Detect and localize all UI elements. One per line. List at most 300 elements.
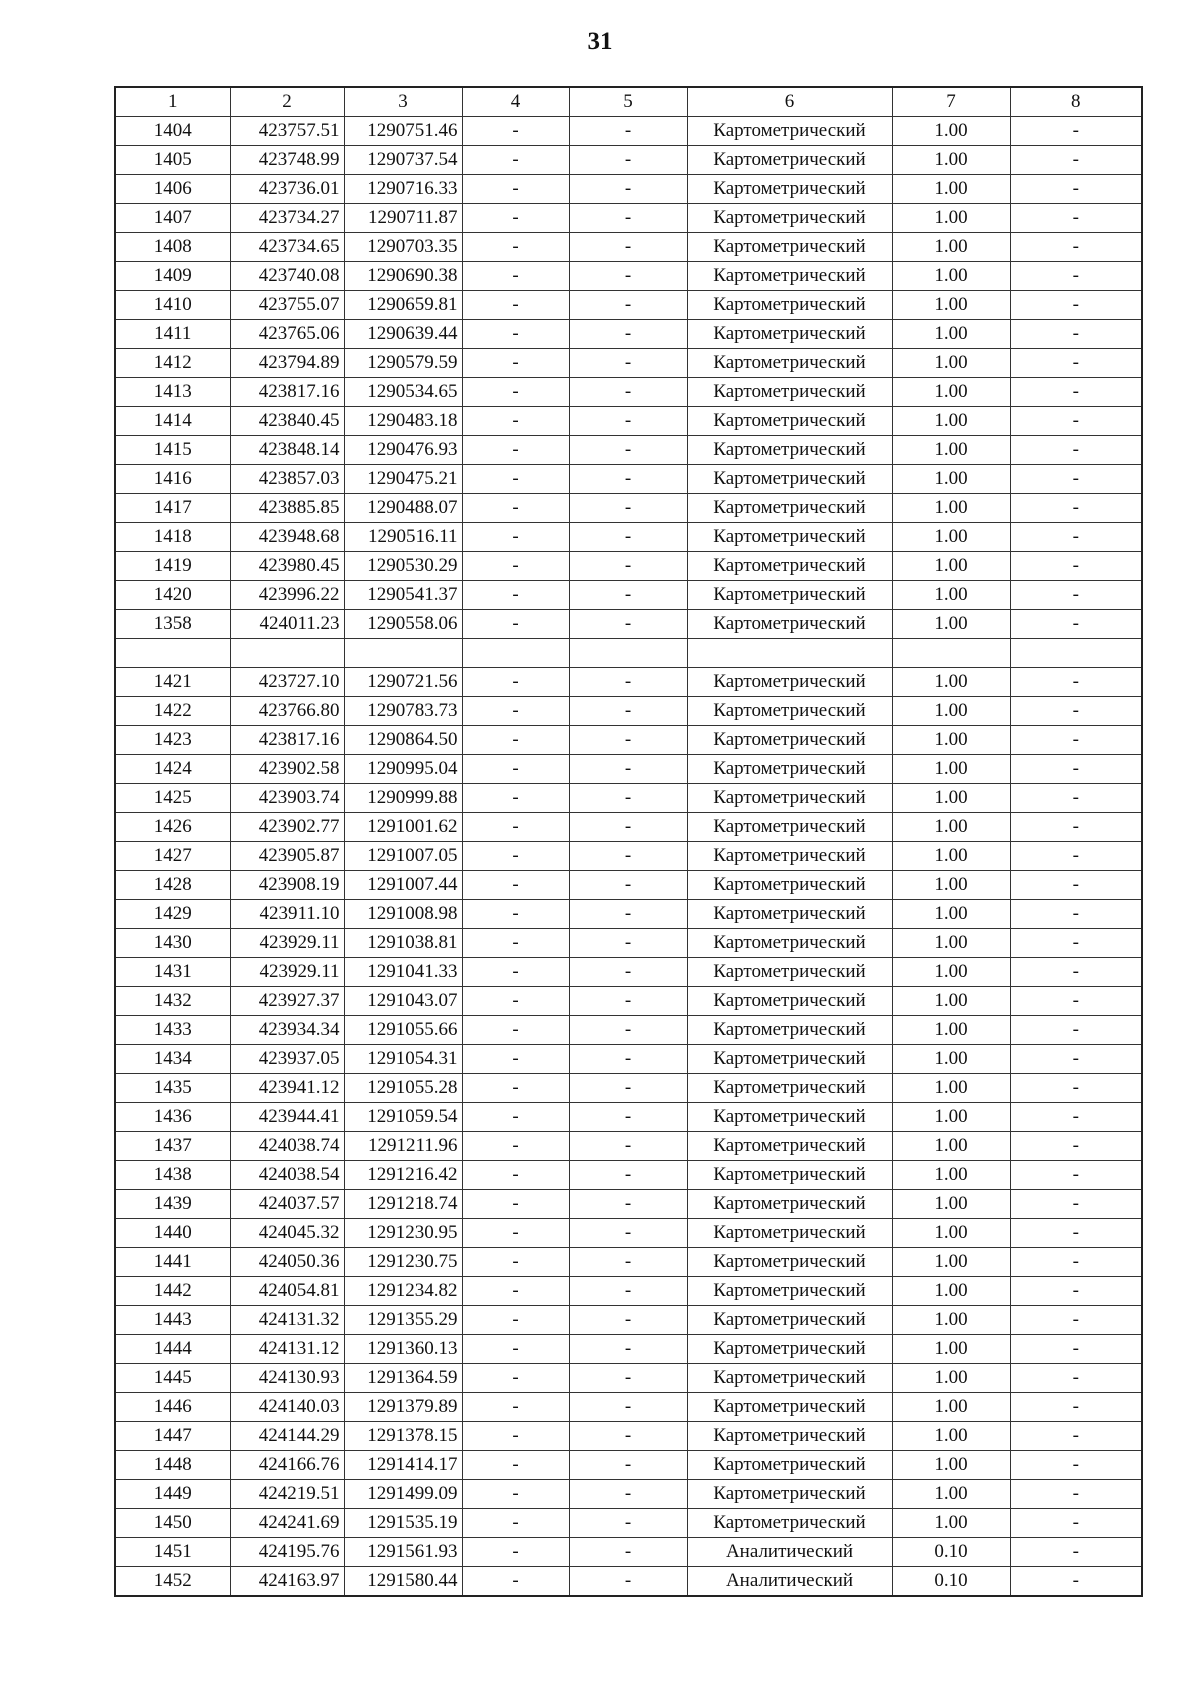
table-row	[115, 1479, 1142, 1508]
table-cell: 424195.76	[230, 1537, 344, 1566]
table-cell: 1416	[115, 465, 230, 494]
table-cell: 1407	[115, 204, 230, 233]
table-cell: 1290659.81	[344, 291, 462, 320]
table-cell: -	[1010, 1479, 1142, 1508]
table-cell: 1291230.75	[344, 1247, 462, 1276]
table-cell: Картометрический	[687, 696, 892, 725]
table-cell: 1291059.54	[344, 1102, 462, 1131]
table-cell: -	[462, 1073, 569, 1102]
table-cell: 1440	[115, 1218, 230, 1247]
table-cell: 1408	[115, 233, 230, 262]
table-cell: 424038.54	[230, 1160, 344, 1189]
table-cell	[892, 639, 1010, 668]
table-cell: Картометрический	[687, 1392, 892, 1421]
table-cell: 1291041.33	[344, 957, 462, 986]
table-cell: -	[1010, 1537, 1142, 1566]
table-cell: 1446	[115, 1392, 230, 1421]
table-cell: 1291055.66	[344, 1015, 462, 1044]
table-cell: -	[569, 1131, 687, 1160]
table-row	[115, 696, 1142, 725]
table-row	[115, 986, 1142, 1015]
table-cell: -	[569, 1247, 687, 1276]
table-cell: 1291055.28	[344, 1073, 462, 1102]
table-cell: 1.00	[892, 494, 1010, 523]
table-cell: -	[462, 494, 569, 523]
table-cell: 1.00	[892, 667, 1010, 696]
table-cell: -	[1010, 841, 1142, 870]
table-cell: Картометрический	[687, 233, 892, 262]
table-cell: -	[462, 1508, 569, 1537]
table-cell: -	[1010, 1305, 1142, 1334]
table-cell: -	[1010, 899, 1142, 928]
table-cell: -	[462, 610, 569, 639]
table-cell: -	[1010, 1218, 1142, 1247]
table-cell: 423848.14	[230, 436, 344, 465]
table-cell: 1447	[115, 1421, 230, 1450]
table-cell: 1405	[115, 146, 230, 175]
table-cell: 1431	[115, 957, 230, 986]
table-cell: -	[569, 175, 687, 204]
table-cell: 423934.34	[230, 1015, 344, 1044]
table-cell: -	[462, 1015, 569, 1044]
table-cell: 423980.45	[230, 552, 344, 581]
table-cell: -	[569, 349, 687, 378]
table-cell: 1.00	[892, 204, 1010, 233]
table-cell: Картометрический	[687, 1102, 892, 1131]
table-cell: 1290783.73	[344, 696, 462, 725]
table-cell: -	[569, 1015, 687, 1044]
table-cell: -	[462, 1421, 569, 1450]
table-body	[115, 117, 1142, 1596]
table-cell: -	[569, 1450, 687, 1479]
table-cell: Картометрический	[687, 1015, 892, 1044]
table-cell: -	[569, 812, 687, 841]
table-cell: 1.00	[892, 291, 1010, 320]
table-cell: -	[462, 1305, 569, 1334]
table-cell: 1409	[115, 262, 230, 291]
table-row	[115, 1537, 1142, 1566]
table-cell: 423817.16	[230, 378, 344, 407]
table-cell: Картометрический	[687, 841, 892, 870]
table-cell: -	[569, 1508, 687, 1537]
table-cell: -	[462, 1363, 569, 1392]
table-cell: -	[1010, 1015, 1142, 1044]
table-cell: Картометрический	[687, 581, 892, 610]
table-cell: -	[569, 146, 687, 175]
table-cell: -	[1010, 436, 1142, 465]
table-cell: -	[1010, 1450, 1142, 1479]
table-cell: 1291414.17	[344, 1450, 462, 1479]
table-cell: 1290690.38	[344, 262, 462, 291]
table-cell: -	[1010, 610, 1142, 639]
table-cell: -	[1010, 320, 1142, 349]
table-cell: 1435	[115, 1073, 230, 1102]
table-cell: -	[462, 841, 569, 870]
table-row	[115, 436, 1142, 465]
table-cell: 1290579.59	[344, 349, 462, 378]
table-cell: -	[462, 436, 569, 465]
table-cell: 1290488.07	[344, 494, 462, 523]
table-cell: -	[1010, 1334, 1142, 1363]
table-cell: 424054.81	[230, 1276, 344, 1305]
table-cell: 1.00	[892, 812, 1010, 841]
table-cell: 1291360.13	[344, 1334, 462, 1363]
table-cell: -	[462, 928, 569, 957]
table-cell	[344, 639, 462, 668]
table-cell: 423996.22	[230, 581, 344, 610]
table-cell: -	[569, 1305, 687, 1334]
table-cell: 1.00	[892, 1334, 1010, 1363]
table-cell: -	[462, 378, 569, 407]
table-cell: 1.00	[892, 1015, 1010, 1044]
table-cell: 1.00	[892, 436, 1010, 465]
table-cell: 1290558.06	[344, 610, 462, 639]
table-cell: -	[1010, 1073, 1142, 1102]
table-cell: -	[1010, 378, 1142, 407]
table-cell: -	[1010, 1131, 1142, 1160]
table-cell: 1404	[115, 117, 230, 146]
table-cell: 1450	[115, 1508, 230, 1537]
table-cell: Картометрический	[687, 1276, 892, 1305]
table-cell: -	[1010, 986, 1142, 1015]
table-cell: -	[1010, 552, 1142, 581]
table-cell: 1419	[115, 552, 230, 581]
table-cell: 423755.07	[230, 291, 344, 320]
table-cell: -	[1010, 957, 1142, 986]
table-cell: Картометрический	[687, 523, 892, 552]
table-cell: 1.00	[892, 523, 1010, 552]
table-cell: -	[569, 320, 687, 349]
table-cell: -	[462, 1044, 569, 1073]
table-cell: 1.00	[892, 1421, 1010, 1450]
table-cell: -	[569, 1537, 687, 1566]
table-cell: Картометрический	[687, 146, 892, 175]
table-cell: Картометрический	[687, 1073, 892, 1102]
table-row	[115, 870, 1142, 899]
table-row	[115, 754, 1142, 783]
table-cell: 423857.03	[230, 465, 344, 494]
table-cell: -	[1010, 465, 1142, 494]
table-cell: 1420	[115, 581, 230, 610]
table-cell: 423948.68	[230, 523, 344, 552]
table-cell: Картометрический	[687, 204, 892, 233]
table-cell: 1290737.54	[344, 146, 462, 175]
table-cell: 424131.32	[230, 1305, 344, 1334]
table-cell: 1433	[115, 1015, 230, 1044]
table-cell: -	[569, 610, 687, 639]
table-cell: 424131.12	[230, 1334, 344, 1363]
table-cell: -	[1010, 754, 1142, 783]
table-cell: Картометрический	[687, 407, 892, 436]
table-cell: -	[1010, 812, 1142, 841]
table-cell: 1434	[115, 1044, 230, 1073]
table-cell: 1290639.44	[344, 320, 462, 349]
table-cell: 1290541.37	[344, 581, 462, 610]
table-cell: -	[462, 754, 569, 783]
table-cell: -	[569, 870, 687, 899]
table-row	[115, 1450, 1142, 1479]
table-cell: 1290530.29	[344, 552, 462, 581]
table-row	[115, 1334, 1142, 1363]
table-cell: 1.00	[892, 1508, 1010, 1537]
table-cell: -	[1010, 291, 1142, 320]
table-cell: -	[1010, 233, 1142, 262]
table-cell: -	[1010, 1421, 1142, 1450]
table-cell: 1428	[115, 870, 230, 899]
table-header-row	[115, 87, 1142, 117]
table-cell: -	[1010, 1189, 1142, 1218]
table-cell: -	[1010, 204, 1142, 233]
table-cell: 1413	[115, 378, 230, 407]
table-cell: 1421	[115, 667, 230, 696]
table-cell: Картометрический	[687, 812, 892, 841]
table-cell: -	[569, 725, 687, 754]
table-cell: 1.00	[892, 1479, 1010, 1508]
table-cell: Картометрический	[687, 1450, 892, 1479]
table-cell: -	[569, 1334, 687, 1363]
column-header: 8	[1010, 87, 1142, 117]
table-row	[115, 1276, 1142, 1305]
table-cell: 1449	[115, 1479, 230, 1508]
table-cell: -	[1010, 696, 1142, 725]
table-cell: Картометрический	[687, 928, 892, 957]
table-cell: -	[462, 233, 569, 262]
table-cell: -	[1010, 581, 1142, 610]
table-cell: Картометрический	[687, 725, 892, 754]
table-row	[115, 1044, 1142, 1073]
table-cell: 1438	[115, 1160, 230, 1189]
table-cell: -	[462, 667, 569, 696]
table-cell: 1.00	[892, 1218, 1010, 1247]
table-cell: 1358	[115, 610, 230, 639]
table-cell: -	[462, 957, 569, 986]
column-header: 7	[892, 87, 1010, 117]
table-cell: 1.00	[892, 1044, 1010, 1073]
table-row	[115, 291, 1142, 320]
table-cell: 1290864.50	[344, 725, 462, 754]
table-cell: 1452	[115, 1566, 230, 1596]
table-row	[115, 1508, 1142, 1537]
table-row	[115, 1392, 1142, 1421]
table-cell: -	[569, 407, 687, 436]
table-cell: 1290716.33	[344, 175, 462, 204]
table-cell: Картометрический	[687, 1334, 892, 1363]
table-cell: 1.00	[892, 175, 1010, 204]
table-cell: 1.00	[892, 754, 1010, 783]
table-cell: 1.00	[892, 957, 1010, 986]
table-row	[115, 639, 1142, 668]
table-cell: 1410	[115, 291, 230, 320]
table-cell: -	[462, 812, 569, 841]
table-row	[115, 725, 1142, 754]
table-cell: -	[462, 262, 569, 291]
table-row	[115, 146, 1142, 175]
table-cell: 1444	[115, 1334, 230, 1363]
table-cell: 423929.11	[230, 928, 344, 957]
table-cell: 1291218.74	[344, 1189, 462, 1218]
table-cell: 1.00	[892, 320, 1010, 349]
table-cell: 1291007.44	[344, 870, 462, 899]
page-number: 31	[587, 28, 613, 55]
table-cell: -	[462, 870, 569, 899]
table-cell: -	[1010, 1392, 1142, 1421]
table-cell: Картометрический	[687, 1160, 892, 1189]
table-row	[115, 523, 1142, 552]
table-row	[115, 1566, 1142, 1596]
table-cell: 1.00	[892, 407, 1010, 436]
table-cell: -	[462, 1276, 569, 1305]
table-cell: 1.00	[892, 262, 1010, 291]
table-cell: 424140.03	[230, 1392, 344, 1421]
table-cell: -	[569, 696, 687, 725]
table-cell: 1.00	[892, 1102, 1010, 1131]
table-cell: 423766.80	[230, 696, 344, 725]
table-cell: -	[1010, 725, 1142, 754]
table-row	[115, 407, 1142, 436]
table-cell: -	[569, 783, 687, 812]
table-cell: -	[569, 552, 687, 581]
table-cell: 1.00	[892, 552, 1010, 581]
table-cell: 1291230.95	[344, 1218, 462, 1247]
table-cell: 1.00	[892, 986, 1010, 1015]
table-cell: Картометрический	[687, 957, 892, 986]
table-cell: 1.00	[892, 1276, 1010, 1305]
table-cell: -	[462, 725, 569, 754]
table-cell: Картометрический	[687, 1363, 892, 1392]
table-cell: -	[569, 1392, 687, 1421]
table-cell: 1290703.35	[344, 233, 462, 262]
table-cell: 1291216.42	[344, 1160, 462, 1189]
table-cell: -	[462, 1102, 569, 1131]
table-cell: Аналитический	[687, 1566, 892, 1596]
table-cell: 1414	[115, 407, 230, 436]
table-cell: 423748.99	[230, 146, 344, 175]
table-cell: 1291054.31	[344, 1044, 462, 1073]
table-cell: 1418	[115, 523, 230, 552]
table-cell: 1291043.07	[344, 986, 462, 1015]
table-cell	[115, 639, 230, 668]
coordinates-table	[114, 86, 1143, 1597]
table-cell: 1425	[115, 783, 230, 812]
table-cell: 423727.10	[230, 667, 344, 696]
table-cell: 1291038.81	[344, 928, 462, 957]
table-cell	[1010, 639, 1142, 668]
table-cell: -	[462, 696, 569, 725]
table-cell: -	[569, 899, 687, 928]
table-cell: -	[462, 986, 569, 1015]
table-cell: Картометрический	[687, 1189, 892, 1218]
table-cell: 1290483.18	[344, 407, 462, 436]
table-cell: -	[462, 581, 569, 610]
table-cell: -	[462, 407, 569, 436]
table-row	[115, 1218, 1142, 1247]
table-cell: 1291580.44	[344, 1566, 462, 1596]
table-cell: 423734.27	[230, 204, 344, 233]
table-cell: 1448	[115, 1450, 230, 1479]
table-cell: -	[569, 1102, 687, 1131]
table-cell: -	[569, 581, 687, 610]
table-cell: -	[1010, 783, 1142, 812]
table-cell: Картометрический	[687, 349, 892, 378]
table-cell: 423817.16	[230, 725, 344, 754]
table-cell: -	[569, 465, 687, 494]
table-cell: -	[462, 465, 569, 494]
table-cell: -	[569, 436, 687, 465]
table-cell: Картометрический	[687, 552, 892, 581]
column-header: 2	[230, 87, 344, 117]
table-cell: -	[462, 146, 569, 175]
table-cell: Картометрический	[687, 1044, 892, 1073]
table-cell: -	[462, 552, 569, 581]
table-cell: -	[462, 349, 569, 378]
table-cell: Картометрический	[687, 783, 892, 812]
table-cell: 1.00	[892, 146, 1010, 175]
table-cell: -	[1010, 1363, 1142, 1392]
table-cell: 1291535.19	[344, 1508, 462, 1537]
table-row	[115, 378, 1142, 407]
table-cell: 424166.76	[230, 1450, 344, 1479]
table-cell: Картометрический	[687, 1479, 892, 1508]
table-row	[115, 667, 1142, 696]
table-cell: 1426	[115, 812, 230, 841]
table-row	[115, 320, 1142, 349]
table-cell: 1290475.21	[344, 465, 462, 494]
table-cell: -	[462, 1160, 569, 1189]
table-cell: 424037.57	[230, 1189, 344, 1218]
table-cell: 1290751.46	[344, 117, 462, 146]
table-cell: -	[1010, 870, 1142, 899]
table-cell: 1430	[115, 928, 230, 957]
table-cell: 1.00	[892, 233, 1010, 262]
table-row	[115, 899, 1142, 928]
table-cell: Картометрический	[687, 1131, 892, 1160]
table-cell: 423736.01	[230, 175, 344, 204]
table-cell: 1442	[115, 1276, 230, 1305]
table-cell: -	[569, 928, 687, 957]
table-row	[115, 233, 1142, 262]
table-cell: 424163.97	[230, 1566, 344, 1596]
table-cell: 1.00	[892, 1131, 1010, 1160]
table-cell: 423911.10	[230, 899, 344, 928]
table-cell: -	[462, 899, 569, 928]
table-cell: 423885.85	[230, 494, 344, 523]
table-cell: -	[462, 783, 569, 812]
table-cell: 1436	[115, 1102, 230, 1131]
table-cell: Картометрический	[687, 870, 892, 899]
table-cell: 424050.36	[230, 1247, 344, 1276]
table-cell: -	[569, 1073, 687, 1102]
table-cell: 424045.32	[230, 1218, 344, 1247]
table-cell: Картометрический	[687, 1508, 892, 1537]
table-row	[115, 262, 1142, 291]
table-cell: 1290721.56	[344, 667, 462, 696]
table-cell: 1.00	[892, 610, 1010, 639]
table-cell: 424011.23	[230, 610, 344, 639]
table-row	[115, 1247, 1142, 1276]
table-cell: -	[1010, 1566, 1142, 1596]
table-cell: -	[569, 1044, 687, 1073]
table-cell: 1.00	[892, 378, 1010, 407]
table-cell: -	[569, 204, 687, 233]
table-cell: -	[462, 291, 569, 320]
column-header: 1	[115, 87, 230, 117]
table-cell: Картометрический	[687, 610, 892, 639]
table-cell: 424219.51	[230, 1479, 344, 1508]
table-row	[115, 1131, 1142, 1160]
table-cell: -	[569, 1276, 687, 1305]
table-cell: -	[462, 1334, 569, 1363]
table-cell: 1417	[115, 494, 230, 523]
